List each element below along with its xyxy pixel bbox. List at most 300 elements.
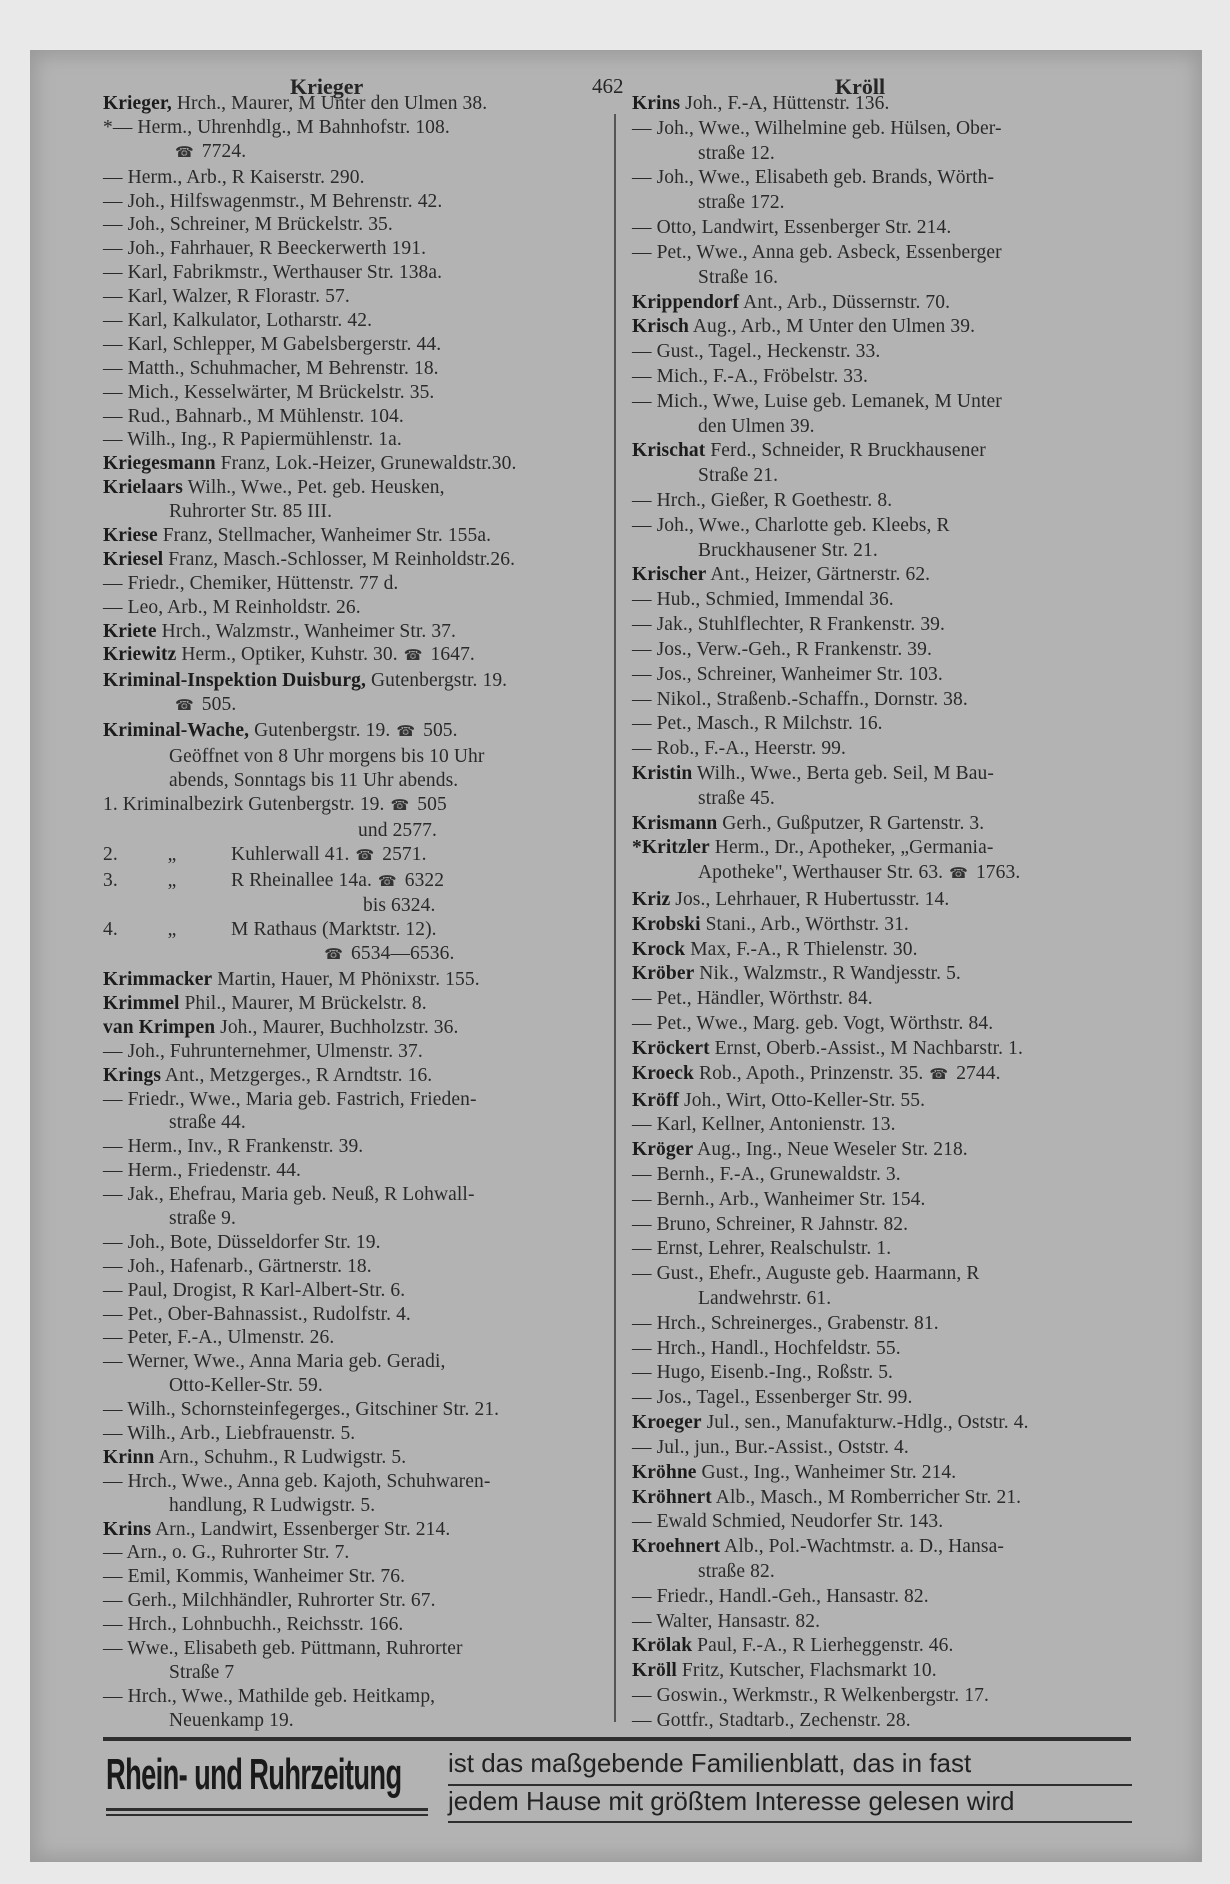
- entry-text: Max, F.-A., R Thielenstr. 30.: [685, 938, 918, 960]
- entry-surname: Kriminal-Wache,: [103, 720, 250, 742]
- directory-entry-line: [632, 166, 1157, 189]
- entry-text: — Joh., Bote, Düsseldorfer Str. 19.: [103, 1231, 381, 1253]
- entry-text: [169, 943, 318, 964]
- directory-entry-line: [103, 1326, 628, 1349]
- entry-surname: Krieger,: [103, 93, 172, 114]
- entry-continuation-line: [103, 500, 628, 523]
- entry-continuation-line: [632, 191, 1157, 214]
- entry-text: — Karl, Kellner, Antonienstr. 13.: [632, 1114, 896, 1136]
- directory-entry-line: [632, 439, 1157, 462]
- entry-text: — Jak., Ehefrau, Maria geb. Neuß, R Lohwall-: [103, 1184, 475, 1206]
- entry-text: Ferd., Schneider, R Bruckhausener: [705, 440, 986, 462]
- directory-entry-line: [103, 1279, 628, 1302]
- directory-entry-line: [632, 1634, 1157, 1657]
- entry-surname: Kröhne: [632, 1461, 697, 1483]
- entry-continuation-line: [103, 140, 628, 165]
- entry-text: Landwehrstr. 61.: [698, 1288, 832, 1309]
- entry-text: — Herm., Arb., R Kaiserstr. 290.: [103, 166, 365, 188]
- entry-text: — Joh., Wwe., Wilhelmine geb. Hülsen, Ober-: [632, 117, 1002, 139]
- entry-text: — Gottfr., Stadtarb., Zechenstr. 28.: [632, 1709, 911, 1731]
- entry-text: Geöffnet von 8 Uhr morgens bis 10 Uhr: [169, 746, 485, 768]
- entry-surname: Krinn: [103, 1446, 155, 1468]
- directory-entry-line: [632, 92, 1157, 115]
- entry-text: Gutenbergstr. 19.: [365, 670, 508, 692]
- directory-entry-line: [103, 1135, 628, 1158]
- entry-text: Straße 16.: [698, 266, 779, 288]
- entry-continuation-line: [103, 1111, 628, 1134]
- entry-text: Wilh., Wwe., Berta geb. Seil, M Bau-: [692, 762, 994, 784]
- entry-text: — Joh., Hilfswagenmstr., M Behrenstr. 42.: [103, 190, 443, 212]
- phone-number: 6322: [404, 869, 445, 891]
- entry-text: — Nikol., Straßenb.-Schaffn., Dornstr. 38.: [632, 688, 968, 710]
- directory-entry-line: [103, 92, 628, 115]
- entry-text: — Hrch., Wwe., Mathilde geb. Heitkamp,: [103, 1685, 436, 1707]
- directory-entry-line: [103, 213, 628, 236]
- directory-entry-line: [632, 1138, 1157, 1161]
- entry-text: — Joh., Wwe., Charlotte geb. Kleebs, R: [632, 514, 950, 536]
- entry-text: — Wilh., Ing., R Papiermühlenstr. 1a.: [103, 429, 402, 451]
- directory-entry-line: [632, 340, 1157, 363]
- entry-text: — Friedr., Wwe., Maria geb. Fastrich, Frieden-: [103, 1088, 477, 1110]
- entry-text: Joh., Wirt, Otto-Keller-Str. 55.: [679, 1089, 926, 1111]
- entry-surname: Kröhnert: [632, 1486, 712, 1508]
- entry-text: Paul, F.-A., R Lierheggenstr. 46.: [692, 1635, 954, 1657]
- entry-text: Alb., Pol.-Wachtmstr. a. D., Hansa-: [720, 1536, 1004, 1558]
- directory-entry-line: [632, 390, 1157, 413]
- entry-text: Joh., Maurer, Buchholzstr. 36.: [215, 1016, 459, 1038]
- entry-text: *— Herm., Uhrenhdlg., M Bahnhofstr. 108.: [103, 116, 450, 138]
- entry-continuation-line: [103, 942, 628, 967]
- entry-continuation-line: [103, 1709, 628, 1732]
- entry-surname: Kristin: [632, 762, 693, 784]
- entry-text: 3. „ R Rheinallee 14a.: [103, 869, 372, 891]
- phone-number: 2571.: [382, 843, 427, 865]
- entry-text: Ernst, Oberb.-Assist., M Nachbarstr. 1.: [709, 1037, 1023, 1059]
- telephone-receiver-icon: ☎: [390, 797, 410, 814]
- entry-text: — Paul, Drogist, R Karl-Albert-Str. 6.: [103, 1279, 406, 1301]
- telephone-receiver-icon: ☎: [396, 724, 416, 741]
- entry-text: — Friedr., Chemiker, Hüttenstr. 77 d.: [103, 572, 399, 594]
- entry-text: — Joh., Fahrhauer, R Beeckerwerth 191.: [103, 238, 427, 260]
- directory-entry-line: [103, 1183, 628, 1206]
- directory-entry-line: [632, 613, 1157, 636]
- entry-surname: van Krimpen: [103, 1016, 216, 1038]
- entry-text: und 2577.: [169, 819, 437, 841]
- entry-text: straße 12.: [698, 142, 775, 164]
- entry-text: Franz, Stellmacher, Wanheimer Str. 155a.: [157, 525, 492, 547]
- entry-text: — Pet., Ober-Bahnassist., Rudolfstr. 4.: [103, 1303, 411, 1325]
- directory-entry-line: [103, 1159, 628, 1182]
- directory-entry-line: [632, 588, 1157, 611]
- directory-entry-line: [632, 836, 1157, 859]
- entry-surname: Krismann: [632, 812, 718, 834]
- entry-text: — Gerh., Milchhändler, Ruhrorter Str. 67.: [103, 1590, 436, 1612]
- entry-continuation-line: [632, 861, 1157, 886]
- entry-text: — Matth., Schuhmacher, M Behrenstr. 18.: [103, 357, 439, 379]
- entry-text: Bruckhausener Str. 21.: [698, 539, 878, 561]
- entry-text: straße 44.: [169, 1112, 246, 1134]
- directory-entry-line: [632, 117, 1157, 140]
- entry-text: Hrch., Maurer, M Unter den Ulmen 38.: [171, 93, 488, 114]
- directory-entry-line: [632, 514, 1157, 537]
- directory-entry-line: [103, 669, 628, 692]
- running-head-left: Krieger: [290, 74, 364, 99]
- directory-entry-line: [103, 261, 628, 284]
- directory-entry-line: [632, 688, 1157, 711]
- entry-continuation-line: [632, 415, 1157, 438]
- directory-entry-line: [632, 1684, 1157, 1707]
- entry-surname: Krischat: [632, 440, 706, 462]
- entry-continuation-line: [632, 266, 1157, 289]
- phone-number: 2744.: [956, 1062, 1001, 1084]
- entry-text: — Jos., Verw.-Geh., R Frankenstr. 39.: [632, 638, 932, 660]
- directory-entry-line: [632, 663, 1157, 686]
- ad-text-line-2: jedem Hause mit größtem Interesse gelesen wird: [448, 1786, 1015, 1816]
- entry-text: Hrch., Walzmstr., Wanheimer Str. 37.: [156, 620, 456, 642]
- entry-continuation-line: [103, 769, 628, 792]
- entry-text: — Joh., Wwe., Elisabeth geb. Brands, Wörth-: [632, 167, 995, 189]
- entry-text: — Peter, F.-A., Ulmenstr. 26.: [103, 1327, 335, 1349]
- directory-entry-line: [103, 405, 628, 428]
- directory-entry-line: [632, 1188, 1157, 1211]
- entry-text: — Jak., Stuhlflechter, R Frankenstr. 39.: [632, 614, 946, 636]
- directory-entry-line: [103, 1064, 628, 1087]
- directory-entry-line: [103, 476, 628, 499]
- entry-text: — Karl, Kalkulator, Lotharstr. 42.: [103, 310, 373, 332]
- telephone-receiver-icon: ☎: [377, 873, 397, 890]
- telephone-receiver-icon: ☎: [403, 648, 423, 665]
- entry-continuation-line: [632, 1287, 1157, 1310]
- entry-surname: Kriewitz: [103, 644, 177, 666]
- entry-text: — Mich., F.-A., Fröbelstr. 33.: [632, 365, 868, 387]
- entry-text: Phil., Maurer, M Brückelstr. 8.: [179, 992, 427, 1014]
- left-column: [103, 92, 628, 1732]
- directory-entry-line: [103, 452, 628, 475]
- entry-text: — Bernh., Arb., Wanheimer Str. 154.: [632, 1188, 926, 1210]
- entry-text: — Mich., Kesselwärter, M Brückelstr. 35.: [103, 381, 435, 403]
- directory-entry-line: [103, 843, 628, 868]
- directory-entry-line: [632, 1461, 1157, 1484]
- entry-text: 4. „ M Rathaus (Marktstr. 12).: [103, 919, 437, 941]
- directory-entry-line: [632, 1262, 1157, 1285]
- entry-text: — Karl, Walzer, R Florastr. 57.: [103, 286, 350, 308]
- entry-text: Otto-Keller-Str. 59.: [169, 1375, 323, 1397]
- entry-text: handlung, R Ludwigstr. 5.: [169, 1494, 376, 1516]
- directory-entry-line: [103, 968, 628, 991]
- entry-text: Franz, Masch.-Schlosser, M Reinholdstr.26.: [163, 548, 516, 570]
- entry-text: — Wwe., Elisabeth geb. Püttmann, Ruhrorter: [103, 1638, 463, 1659]
- entry-text: — Hugo, Eisenb.-Ing., Roßstr. 5.: [632, 1362, 894, 1384]
- entry-text: Aug., Arb., M Unter den Ulmen 39.: [688, 316, 976, 338]
- directory-entry-line: [632, 888, 1157, 911]
- directory-entry-line: [632, 365, 1157, 388]
- entry-text: — Ernst, Lehrer, Realschulstr. 1.: [632, 1238, 892, 1260]
- entry-text: — Hrch., Gießer, R Goethestr. 8.: [632, 490, 893, 511]
- entry-surname: Kroeck: [632, 1062, 694, 1084]
- entry-text: — Walter, Hansastr. 82.: [632, 1610, 821, 1632]
- directory-entry-line: [103, 1541, 628, 1564]
- directory-entry-line: [632, 938, 1157, 961]
- entry-surname: Krischer: [632, 564, 707, 586]
- entry-text: — Karl, Schlepper, M Gabelsbergerstr. 44.: [103, 333, 442, 355]
- directory-entry-line: [103, 572, 628, 595]
- directory-entry-line: [632, 1585, 1157, 1608]
- entry-text: — Jos., Tagel., Essenberger Str. 99.: [632, 1387, 913, 1409]
- entry-text: Straße 21.: [698, 465, 779, 487]
- entry-surname: Krimmel: [103, 992, 180, 1014]
- entry-surname: Kroehnert: [632, 1536, 721, 1558]
- running-head-right: Kröll: [835, 74, 886, 99]
- directory-entry-line: [632, 1535, 1157, 1558]
- entry-text: — Gust., Tagel., Heckenstr. 33.: [632, 341, 881, 363]
- directory-entry-line: [103, 116, 628, 139]
- entry-text: — Friedr., Handl.-Geh., Hansastr. 82.: [632, 1585, 929, 1607]
- entry-surname: Kriegesmann: [103, 453, 216, 475]
- phone-number: 1763.: [975, 862, 1021, 884]
- entry-text: Wilh., Wwe., Pet. geb. Heusken,: [182, 477, 445, 499]
- phone-number: 6534—6536.: [351, 943, 455, 965]
- directory-entry-line: [632, 1610, 1157, 1633]
- entry-text: — Mich., Wwe, Luise geb. Lemanek, M Unter: [632, 390, 1002, 412]
- entry-text: — Emil, Kommis, Wanheimer Str. 76.: [103, 1566, 406, 1588]
- directory-entry-line: [632, 913, 1157, 936]
- directory-entry-line: [103, 1231, 628, 1254]
- entry-text: — Jos., Schreiner, Wanheimer Str. 103.: [632, 663, 943, 685]
- entry-text: — Wilh., Arb., Liebfrauenstr. 5.: [103, 1422, 356, 1444]
- directory-entry-line: [103, 357, 628, 380]
- entry-text: — Wilh., Schornsteinfegerges., Gitschiner Str. 21.: [103, 1399, 500, 1421]
- right-column: [632, 92, 1157, 1732]
- telephone-receiver-icon: ☎: [929, 1066, 949, 1083]
- directory-entry-line: [632, 1237, 1157, 1260]
- directory-entry-line: [632, 1436, 1157, 1459]
- entry-continuation-line: [632, 464, 1157, 487]
- entry-text: — Ewald Schmied, Neudorfer Str. 143.: [632, 1511, 944, 1533]
- entry-text: Ruhrorter Str. 85 III.: [169, 501, 333, 523]
- directory-entry-line: [632, 962, 1157, 985]
- phone-number: 505.: [423, 720, 458, 742]
- entry-text: den Ulmen 39.: [698, 415, 815, 437]
- entry-text: Alb., Masch., M Romberricher Str. 21.: [711, 1486, 1022, 1508]
- entry-text: Joh., F.-A, Hüttenstr. 136.: [680, 93, 890, 114]
- directory-entry-line: [103, 918, 628, 941]
- phone-number: 1647.: [430, 644, 475, 666]
- entry-text: 1. Kriminalbezirk Gutenbergstr. 19.: [103, 793, 385, 815]
- directory-entry-line: [632, 1163, 1157, 1186]
- entry-text: — Bernh., F.-A., Grunewaldstr. 3.: [632, 1163, 901, 1185]
- directory-entry-line: [103, 381, 628, 404]
- directory-entry-line: [632, 1411, 1157, 1434]
- entry-text: Herm., Optiker, Kuhstr. 30.: [176, 644, 398, 666]
- telephone-receiver-icon: ☎: [949, 866, 968, 883]
- directory-entry-line: [632, 1089, 1157, 1112]
- column-divider: [614, 114, 616, 1722]
- directory-entry-line: [632, 1062, 1157, 1087]
- entry-continuation-line: [103, 894, 628, 917]
- directory-entry-line: [103, 1040, 628, 1063]
- entry-surname: Krobski: [632, 913, 701, 935]
- directory-entry-line: [103, 620, 628, 643]
- directory-entry-line: [632, 489, 1157, 512]
- entry-text: abends, Sonntags bis 11 Uhr abends.: [169, 769, 459, 791]
- entry-surname: Kröber: [632, 963, 695, 985]
- entry-surname: Krielaars: [103, 477, 183, 499]
- entry-text: — Rud., Bahnarb., M Mühlenstr. 104.: [103, 405, 404, 427]
- page-number: 462: [592, 74, 624, 98]
- directory-entry-line: [103, 548, 628, 571]
- entry-text: — Joh., Fuhrunternehmer, Ulmenstr. 37.: [103, 1040, 423, 1062]
- directory-entry-line: [632, 315, 1157, 338]
- entry-continuation-line: [103, 1661, 628, 1684]
- telephone-receiver-icon: ☎: [324, 947, 344, 964]
- entry-surname: Kriminal-Inspektion Duisburg,: [103, 670, 366, 692]
- entry-text: — Pet., Wwe., Marg. geb. Vogt, Wörthstr. 84.: [632, 1013, 994, 1035]
- entry-text: Straße 7: [169, 1661, 235, 1683]
- entry-surname: *Kritzler: [632, 837, 710, 859]
- entry-text: — Werner, Wwe., Anna Maria geb. Geradi,: [103, 1351, 446, 1373]
- entry-text: Fritz, Kutscher, Flachsmarkt 10.: [676, 1660, 937, 1682]
- entry-surname: Krimmacker: [103, 969, 213, 991]
- entry-text: Jul., sen., Manufakturw.-Hdlg., Oststr. 4.: [701, 1412, 1029, 1434]
- entry-text: Gutenbergstr. 19.: [249, 720, 391, 742]
- entry-text: — Hrch., Handl., Hochfeldstr. 55.: [632, 1337, 901, 1359]
- entry-text: — Rob., F.-A., Heerstr. 99.: [632, 738, 847, 760]
- directory-entry-line: [103, 309, 628, 332]
- directory-entry-line: [103, 1350, 628, 1373]
- entry-text: Stani., Arb., Wörthstr. 31.: [700, 913, 909, 935]
- entry-text: — Hub., Schmied, Immendal 36.: [632, 589, 894, 611]
- directory-entry-line: [632, 1312, 1157, 1335]
- entry-text: 2. „ Kuhlerwall 41.: [103, 843, 350, 865]
- directory-entry-line: [103, 1398, 628, 1421]
- entry-text: — Pet., Masch., R Milchstr. 16.: [632, 713, 883, 735]
- entry-surname: Krins: [632, 93, 681, 114]
- directory-entry-line: [103, 1446, 628, 1469]
- directory-entry-line: [632, 1709, 1157, 1732]
- entry-text: Herm., Dr., Apotheker, „Germania-: [709, 837, 994, 859]
- directory-entry-line: [632, 1213, 1157, 1236]
- directory-entry-line: [103, 1518, 628, 1541]
- entry-surname: Krings: [103, 1064, 162, 1086]
- directory-entry-line: [632, 1386, 1157, 1409]
- entry-text: — Herm., Inv., R Frankenstr. 39.: [103, 1136, 364, 1158]
- entry-surname: Kriesel: [103, 548, 164, 570]
- entry-continuation-line: [103, 1207, 628, 1230]
- entry-surname: Kroeger: [632, 1412, 702, 1434]
- entry-text: Apotheke", Werthauser Str. 63.: [698, 862, 944, 884]
- entry-text: — Hrch., Schreinerges., Grabenstr. 81.: [632, 1312, 939, 1334]
- directory-entry-line: [103, 237, 628, 260]
- phone-number: 7724.: [201, 140, 247, 162]
- directory-entry-line: [632, 563, 1157, 586]
- directory-entry-line: [632, 291, 1157, 314]
- entry-text: — Otto, Landwirt, Essenberger Str. 214.: [632, 217, 952, 239]
- entry-text: straße 82.: [698, 1560, 775, 1582]
- ad-bottom-rule: [448, 1821, 1132, 1823]
- phone-number: 505: [417, 793, 447, 815]
- directory-entry-line: [103, 1088, 628, 1111]
- directory-entry-line: [103, 992, 628, 1015]
- entry-text: — Jul., jun., Bur.-Assist., Oststr. 4.: [632, 1436, 909, 1458]
- entry-text: straße 172.: [698, 192, 785, 214]
- directory-entry-line: [632, 241, 1157, 264]
- directory-entry-line: [103, 1303, 628, 1326]
- entry-text: — Goswin., Werkmstr., R Welkenbergstr. 17.: [632, 1685, 989, 1706]
- directory-entry-line: [632, 737, 1157, 760]
- ad-top-rule: [103, 1737, 1131, 1741]
- directory-entry-line: [632, 1337, 1157, 1360]
- entry-surname: Kröff: [632, 1089, 680, 1111]
- entry-text: — Leo, Arb., M Reinholdstr. 26.: [103, 596, 361, 618]
- entry-continuation-line: [632, 1560, 1157, 1583]
- entry-continuation-line: [103, 745, 628, 768]
- newspaper-logo: Rhein- und Ruhrzeitung: [106, 1750, 402, 1799]
- entry-text: Gerh., Gußputzer, R Gartenstr. 3.: [717, 812, 985, 834]
- entry-surname: Kröckert: [632, 1037, 710, 1059]
- directory-entry-line: [632, 1361, 1157, 1384]
- entry-text: — Gust., Ehefr., Auguste geb. Haarmann, R: [632, 1263, 980, 1285]
- entry-text: Rob., Apoth., Prinzenstr. 35.: [693, 1062, 924, 1084]
- directory-entry-line: [632, 987, 1157, 1010]
- entry-surname: Krisch: [632, 316, 689, 338]
- directory-entry-line: [103, 869, 628, 894]
- entry-text: Arn., Landwirt, Essenberger Str. 214.: [151, 1518, 451, 1540]
- directory-entry-line: [103, 1613, 628, 1636]
- telephone-receiver-icon: ☎: [355, 847, 375, 864]
- directory-entry-line: [632, 638, 1157, 661]
- directory-entry-line: [103, 1255, 628, 1278]
- entry-text: — Joh., Hafenarb., Gärtnerstr. 18.: [103, 1255, 372, 1277]
- logo-underline: [106, 1808, 428, 1811]
- directory-entry-line: [103, 1470, 628, 1493]
- directory-entry-line: [103, 333, 628, 356]
- directory-entry-line: [103, 793, 628, 818]
- directory-entry-line: [103, 285, 628, 308]
- entry-text: — Bruno, Schreiner, R Jahnstr. 82.: [632, 1213, 909, 1235]
- entry-surname: Kriete: [103, 620, 157, 642]
- entry-text: Neuenkamp 19.: [169, 1709, 294, 1731]
- entry-continuation-line: [632, 787, 1157, 810]
- entry-text: Jos., Lehrhauer, R Hubertusstr. 14.: [670, 889, 950, 910]
- entry-text: Ant., Arb., Düssernstr. 70.: [739, 291, 951, 313]
- entry-text: Franz, Lok.-Heizer, Grunewaldstr.30.: [215, 453, 517, 475]
- directory-entry-line: [632, 1012, 1157, 1035]
- entry-continuation-line: [632, 142, 1157, 165]
- entry-text: — Joh., Schreiner, M Brückelstr. 35.: [103, 214, 393, 236]
- directory-entry-line: [632, 1510, 1157, 1533]
- telephone-receiver-icon: ☎: [175, 698, 194, 715]
- directory-entry-line: [103, 1685, 628, 1708]
- entry-surname: Kröll: [632, 1660, 677, 1682]
- entry-continuation-line: [632, 539, 1157, 562]
- entry-text: bis 6324.: [169, 895, 436, 917]
- entry-text: Martin, Hauer, M Phönixstr. 155.: [212, 969, 480, 991]
- entry-text: — Karl, Fabrikmstr., Werthauser Str. 138a.: [103, 262, 443, 284]
- directory-entry-line: [103, 1565, 628, 1588]
- entry-text: Nik., Walzmstr., R Wandjesstr. 5.: [694, 963, 961, 985]
- entry-text: — Hrch., Lohnbuchh., Reichsstr. 166.: [103, 1614, 404, 1636]
- directory-entry-line: [103, 643, 628, 668]
- directory-entry-line: [632, 1486, 1157, 1509]
- entry-surname: Krins: [103, 1518, 152, 1540]
- entry-text: Gust., Ing., Wanheimer Str. 214.: [696, 1461, 957, 1483]
- entry-text: — Pet., Händler, Wörthstr. 84.: [632, 988, 873, 1010]
- directory-entry-line: [103, 190, 628, 213]
- directory-entry-line: [103, 719, 628, 744]
- directory-entry-line: [632, 216, 1157, 239]
- telephone-receiver-icon: ☎: [175, 144, 194, 161]
- entry-surname: Krock: [632, 938, 686, 960]
